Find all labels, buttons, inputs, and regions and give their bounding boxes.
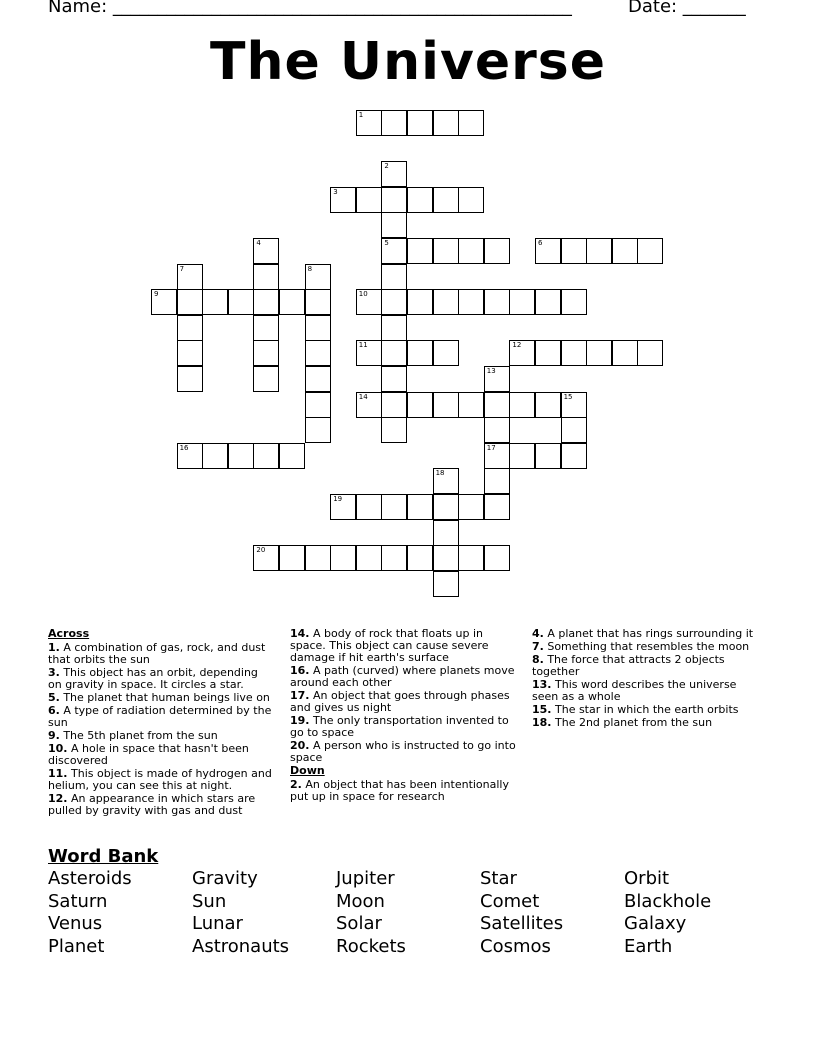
crossword-cell[interactable] [305,289,331,315]
clue-item [290,690,518,714]
crossword-cell[interactable] [381,417,407,443]
crossword-cell[interactable] [407,545,433,571]
down-heading: Down [290,764,325,777]
crossword-cell[interactable] [509,340,535,366]
crossword-cell[interactable] [381,110,407,136]
crossword-cell[interactable] [586,238,612,264]
crossword-cell[interactable] [433,187,459,213]
clue-num: 9. [48,729,60,742]
word-bank-item: Venus [48,913,103,934]
crossword-cell[interactable] [356,110,382,136]
crossword-cell[interactable] [433,340,459,366]
clue-number: 2 [384,162,389,171]
clue-num: 6. [48,704,60,717]
crossword-cell[interactable] [561,417,587,443]
clue-text: A hole in space that hasn't been discovered [48,742,249,767]
clue-num: 13. [532,678,552,691]
crossword-cell[interactable] [433,494,459,520]
clue-item [290,740,518,764]
page-title: The Universe [210,32,606,92]
clue-number: 16 [179,443,189,452]
clue-text: An object that goes through phases and gives us night [290,689,510,714]
clue-num: 16. [290,664,310,677]
clue-item [290,715,518,739]
word-bank [48,868,768,958]
crossword-cell[interactable] [253,238,279,264]
word-bank-item: Sun [192,890,227,912]
crossword-cell[interactable] [407,289,433,315]
word-bank-item: Earth [624,935,673,957]
crossword-cell[interactable] [458,187,484,213]
clue-num: 1. [48,641,60,654]
crossword-cell[interactable] [330,545,356,571]
crossword-cell[interactable] [177,366,203,392]
crossword-cell[interactable] [330,187,356,213]
crossword-cell[interactable] [586,340,612,366]
clue-number: 6 [538,239,543,247]
crossword-cell[interactable] [305,392,331,418]
clue-number: 10 [358,290,368,299]
clue-text: The force that attracts 2 objects together [532,653,725,678]
clue-number: 19 [333,495,343,503]
clue-text: This object is made of hydrogen and helium, you can see this at night. [48,767,272,792]
crossword-cell[interactable] [458,110,484,136]
crossword-cell[interactable] [509,392,535,418]
crossword-cell[interactable] [253,366,279,392]
crossword-cell[interactable] [381,187,407,213]
crossword-cell[interactable] [484,392,510,418]
crossword-cell[interactable] [356,545,382,571]
crossword-cell[interactable] [458,545,484,571]
crossword-cell[interactable] [356,392,382,418]
crossword-cell[interactable] [484,545,510,571]
name-field[interactable]: Name: ___________________________________________________ [48,0,572,17]
crossword-cell[interactable] [356,289,382,315]
clue-text: The only transportation invented to go to space [290,714,509,739]
crossword-cell[interactable] [253,443,279,469]
crossword-cell[interactable] [407,392,433,418]
clue-num: 12. [48,792,68,805]
crossword-cell[interactable] [381,392,407,418]
clue-num: 10. [48,742,68,755]
crossword-cell[interactable] [381,238,407,264]
crossword-cell[interactable] [561,392,587,418]
crossword-cell[interactable] [433,289,459,315]
word-bank-item: Lunar [192,913,243,934]
clue-number: 5 [384,239,389,247]
clue-num: 19. [290,714,310,727]
crossword-cell[interactable] [433,392,459,418]
clue-number: 15 [563,392,573,401]
crossword-cell[interactable] [356,494,382,520]
word-bank-item: Gravity [192,868,258,889]
word-bank-item: Asteroids [48,868,132,889]
word-bank-item: Moon [336,890,385,912]
word-bank-item: Solar [336,913,382,934]
crossword-cell[interactable] [305,264,331,290]
crossword-cell[interactable] [612,238,638,264]
clue-text: Something that resembles the moon [543,640,750,653]
clue-item [532,704,762,716]
crossword-cell[interactable] [253,264,279,290]
clue-item [48,642,274,666]
crossword-cell[interactable] [484,443,510,469]
clue-item [532,641,762,653]
crossword-cell[interactable] [561,289,587,315]
crossword-cell[interactable] [484,289,510,315]
crossword-cell[interactable] [305,545,331,571]
clue-item [48,667,274,691]
clue-number: 8 [307,264,313,273]
clue-item [290,628,518,664]
crossword-cell[interactable] [253,545,279,571]
crossword-cell[interactable] [561,443,587,469]
clue-text: A body of rock that floats up in space. This object can cause severe damage if hit earth's surface [290,627,489,664]
crossword-cell[interactable] [330,494,356,520]
crossword-cell[interactable] [228,443,254,469]
crossword-cell[interactable] [253,315,279,341]
clue-item [48,705,274,729]
crossword-cell[interactable] [458,289,484,315]
clue-number: 1 [358,111,364,119]
crossword-cell[interactable] [433,110,459,136]
crossword-cell[interactable] [305,315,331,341]
crossword-cell[interactable] [433,571,459,597]
crossword-cell[interactable] [356,340,382,366]
crossword-cell[interactable] [253,289,279,315]
clue-text: A person who is instructed to go into space [290,739,516,764]
crossword-cell[interactable] [484,417,510,443]
crossword-cell[interactable] [535,289,561,315]
crossword-cell[interactable] [177,443,203,469]
crossword-cell[interactable] [637,340,663,366]
crossword-cell[interactable] [458,494,484,520]
clue-text: A combination of gas, rock, and dust that orbits the sun [48,641,266,666]
clue-num: 14. [290,627,310,640]
clue-number: 13 [486,367,496,375]
clue-item [532,679,762,703]
clue-num: 4. [532,627,544,640]
clue-number: 20 [256,546,266,555]
crossword-cell[interactable] [305,366,331,392]
clue-item [290,779,518,803]
crossword-cell[interactable] [381,289,407,315]
crossword-cell[interactable] [279,545,305,571]
word-bank-item: Cosmos [480,935,551,957]
clue-number: 12 [512,341,522,350]
crossword-cell[interactable] [407,494,433,520]
word-bank-item: Galaxy [624,913,687,934]
crossword-cell[interactable] [535,443,561,469]
word-bank-item: Satellites [480,913,564,934]
clue-number: 11 [358,341,368,350]
word-bank-item: Comet [480,890,540,912]
crossword-cell[interactable] [202,289,228,315]
crossword-cell[interactable] [484,366,510,392]
crossword-cell[interactable] [356,187,382,213]
word-bank-item: Star [480,868,517,889]
clue-num: 3. [48,666,60,679]
word-bank-item: Astronauts [192,935,290,957]
crossword-cell[interactable] [535,238,561,264]
clue-item [532,654,762,678]
crossword-cell[interactable] [484,468,510,494]
clue-num: 5. [48,691,60,704]
clue-text: A path (curved) where planets move around each other [290,664,515,689]
crossword-cell[interactable] [177,264,203,290]
crossword-cell[interactable] [535,392,561,418]
word-bank-item: Planet [48,935,105,957]
clue-number: 14 [358,392,368,401]
crossword-cell[interactable] [202,443,228,469]
crossword-cell[interactable] [535,340,561,366]
crossword-cell[interactable] [637,238,663,264]
crossword-cell[interactable] [279,289,305,315]
crossword-cell[interactable] [433,238,459,264]
clue-num: 20. [290,739,310,752]
clue-number: 7 [179,264,185,273]
clue-text: The planet that human beings live on [59,691,270,704]
crossword-cell[interactable] [407,187,433,213]
clue-number: 9 [154,290,159,299]
word-bank-item: Blackhole [624,890,712,912]
word-bank-item: Orbit [624,868,670,889]
clue-text: This object has an orbit, depending on gravity in space. It circles a star. [48,666,258,691]
clue-text: A planet that has rings surrounding it [543,627,754,640]
clue-num: 11. [48,767,68,780]
clue-item [532,628,762,640]
clue-num: 15. [532,703,552,716]
clue-number: 17 [486,443,496,452]
crossword-cell[interactable] [381,315,407,341]
clue-num: 7. [532,640,544,653]
word-bank-item: Jupiter [336,868,395,889]
clue-text: A type of radiation determined by the sun [48,704,272,729]
crossword-cell[interactable] [381,161,407,187]
crossword-cell[interactable] [381,340,407,366]
clues-column-3 [532,628,762,730]
crossword-cell[interactable] [458,238,484,264]
clue-text: This word describes the universe seen as a whole [532,678,737,703]
clue-text: An object that has been intentionally put up in space for research [290,778,510,803]
clue-item [48,768,274,792]
crossword-cell[interactable] [381,545,407,571]
clues-column-2 [290,628,518,804]
crossword-cell[interactable] [381,366,407,392]
crossword-cell[interactable] [253,340,279,366]
clue-num: 8. [532,653,544,666]
clue-text: The star in which the earth orbits [551,703,739,716]
clue-num: 2. [290,778,302,791]
clue-num: 18. [532,716,552,729]
crossword-cell[interactable] [228,289,254,315]
crossword-cell[interactable] [612,340,638,366]
crossword-cell[interactable] [177,315,203,341]
crossword-cell[interactable] [381,494,407,520]
clue-item [48,730,274,742]
crossword-cell[interactable] [279,443,305,469]
clue-number: 3 [333,187,338,196]
clue-item [48,692,274,704]
clue-item [290,665,518,689]
crossword-cell[interactable] [509,443,535,469]
clue-number: 18 [435,469,445,478]
clue-num: 17. [290,689,310,702]
crossword-cell[interactable] [177,340,203,366]
clues-column-1 [48,628,274,818]
across-heading: Across [48,627,90,640]
crossword-cell[interactable] [433,468,459,494]
crossword-cell[interactable] [381,212,407,238]
crossword-cell[interactable] [381,264,407,290]
crossword-cell[interactable] [433,520,459,546]
crossword-cell[interactable] [509,289,535,315]
word-bank-title: Word Bank [48,846,159,867]
crossword-cell[interactable] [305,417,331,443]
crossword-cell[interactable] [407,110,433,136]
clue-text: The 5th planet from the sun [59,729,218,742]
clue-item [532,717,762,729]
clue-item [48,743,274,767]
crossword-cell[interactable] [458,392,484,418]
word-bank-item: Saturn [48,890,108,912]
crossword-cell[interactable] [433,545,459,571]
clue-item [48,793,274,817]
crossword-cell[interactable] [561,340,587,366]
crossword-cell[interactable] [305,340,331,366]
crossword-cell[interactable] [561,238,587,264]
crossword-cell[interactable] [484,238,510,264]
crossword-cell[interactable] [151,289,177,315]
clue-number: 4 [256,239,261,247]
crossword-cell[interactable] [484,494,510,520]
clue-text: The 2nd planet from the sun [551,716,713,729]
crossword-cell[interactable] [177,289,203,315]
word-bank-item: Rockets [336,935,406,957]
date-field[interactable]: Date: _______ [628,0,746,17]
crossword-cell[interactable] [407,340,433,366]
crossword-cell[interactable] [407,238,433,264]
clue-text: An appearance in which stars are pulled by gravity with gas and dust [48,792,256,817]
